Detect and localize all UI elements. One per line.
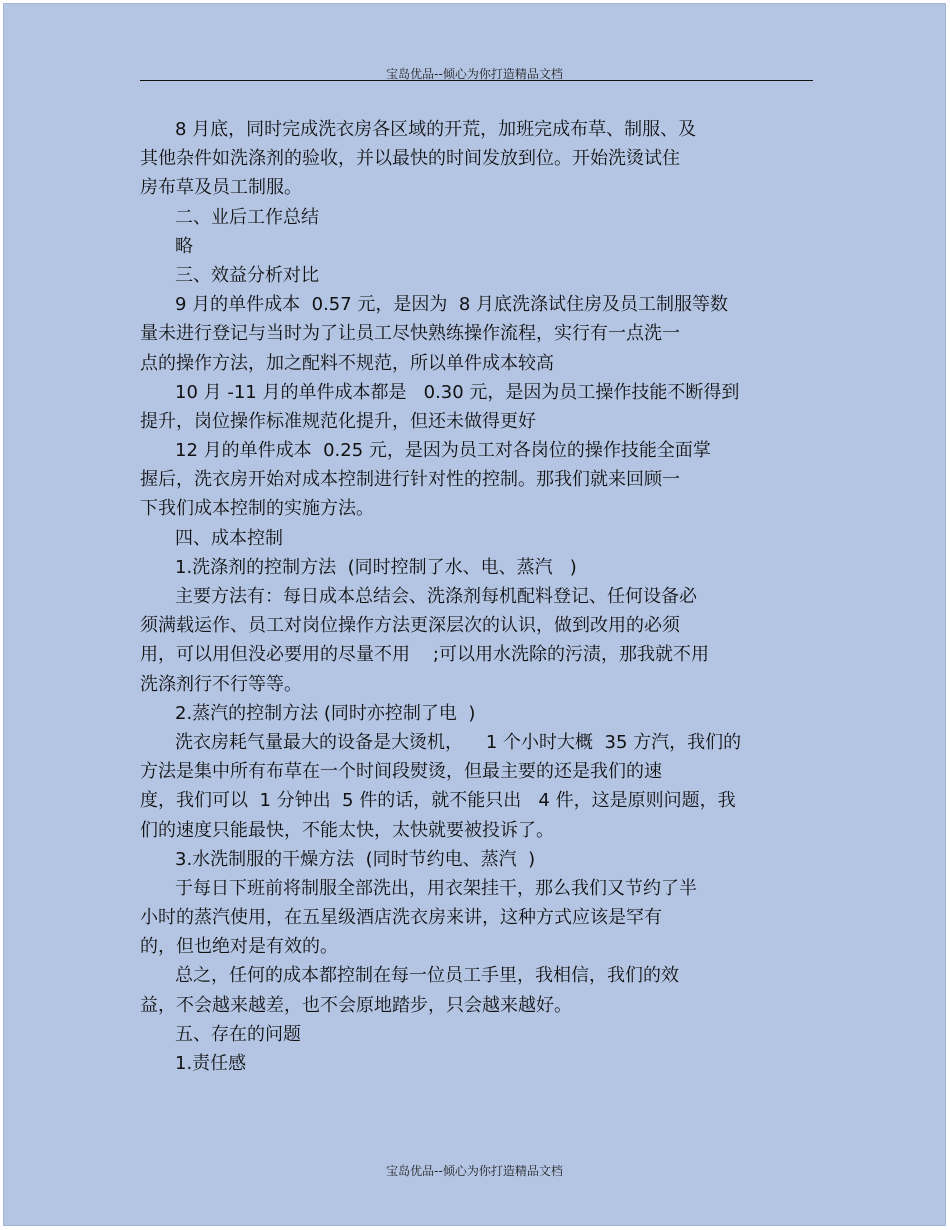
document-body: [140, 115, 820, 1078]
text-line: 3.水洗制服的干燥方法 (同时节约电、蒸汽 ): [175, 848, 536, 870]
text-line: 提升，岗位操作标准规范化提升，但还未做得更好: [140, 410, 536, 432]
text-line: 握后，洗衣房开始对成本控制进行针对性的控制。那我们就来回顾一: [140, 469, 680, 491]
text-line: 其他杂件如洗涤剂的验收，并以最快的时间发放到位。开始洗烫试住: [140, 148, 680, 170]
text-line: 房布草及员工制服。: [140, 177, 302, 199]
text-line: 9 月的单件成本 0.57 元，是因为 8 月底洗涤试住房及员工制服等数: [175, 294, 729, 316]
text-line: 2.蒸汽的控制方法 (同时亦控制了电 ): [175, 702, 476, 724]
text-line: 小时的蒸汽使用，在五星级酒店洗衣房来讲，这种方式应该是罕有: [140, 907, 662, 929]
page-footer: 宝岛优品--倾心为你打造精品文档: [386, 1164, 563, 1178]
text-line: 1.洗涤剂的控制方法 (同时控制了水、电、蒸汽 ): [175, 556, 577, 578]
text-line: 度，我们可以 1 分钟出 5 件的话，就不能只出 4 件，这是原则问题，我: [140, 790, 736, 812]
text-line: 量未进行登记与当时为了让员工尽快熟练操作流程，实行有一点洗一: [140, 323, 680, 345]
text-line: 二、业后工作总结: [175, 206, 319, 228]
text-line: 的，但也绝对是有效的。: [140, 936, 338, 958]
text-line: 洗涤剂行不行等等。: [140, 673, 302, 695]
text-line: 用，可以用但没必要用的尽量不用 ;可以用水洗除的污渍，那我就不用: [140, 644, 709, 666]
text-line: 方法是集中所有布草在一个时间段熨烫，但最主要的还是我们的速: [140, 761, 662, 783]
text-line: 略: [175, 235, 193, 257]
text-line: 主要方法有：每日成本总结会、洗涤剂每机配料登记、任何设备必: [175, 586, 697, 607]
text-line: 总之，任何的成本都控制在每一位员工手里，我相信，我们的效: [175, 965, 679, 987]
text-line: 四、成本控制: [175, 527, 283, 549]
header-divider: [140, 80, 813, 81]
text-line: 12 月的单件成本 0.25 元，是因为员工对各岗位的操作技能全面掌: [175, 440, 711, 462]
text-line: 8 月底，同时完成洗衣房各区域的开荒，加班完成布草、制服、及: [175, 119, 697, 140]
text-line: 益，不会越来越差，也不会原地踏步，只会越来越好。: [140, 994, 572, 1016]
text-line: 五、存在的问题: [175, 1023, 301, 1045]
text-line: 须满载运作、员工对岗位操作方法更深层次的认识，做到改用的必须: [140, 615, 680, 637]
document-page: [3, 3, 946, 1226]
text-line: 洗衣房耗气量最大的设备是大烫机， 1 个小时大概 35 方汽，我们的: [175, 731, 742, 753]
text-line: 下我们成本控制的实施方法。: [140, 498, 374, 520]
text-line: 三、效益分析对比: [175, 264, 319, 286]
text-line: 们的速度只能最快，不能太快，太快就要被投诉了。: [140, 819, 554, 841]
text-line: 10 月 -11 月的单件成本都是 0.30 元，是因为员工操作技能不断得到: [175, 381, 740, 403]
page-header: 宝岛优品--倾心为你打造精品文档: [386, 67, 563, 81]
text-line: 于每日下班前将制服全部洗出，用衣架挂干，那么我们又节约了半: [175, 877, 697, 899]
text-line: 点的操作方法，加之配料不规范，所以单件成本较高: [140, 352, 554, 374]
text-line: 1.责任感: [175, 1053, 247, 1074]
